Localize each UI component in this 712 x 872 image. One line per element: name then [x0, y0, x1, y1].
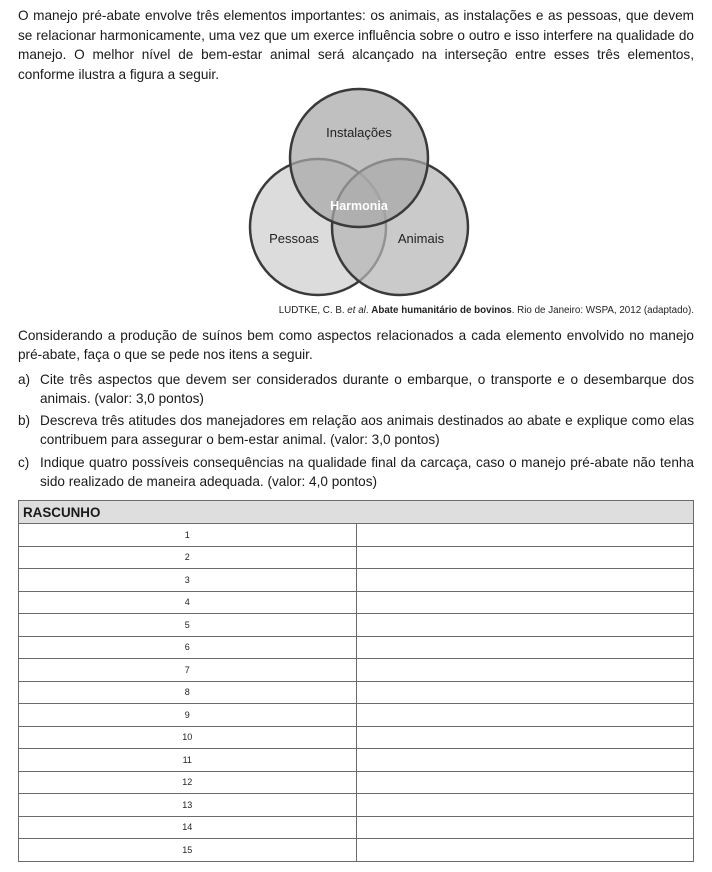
venn-diagram — [246, 86, 472, 298]
label-harmonia: Harmonia — [330, 199, 388, 213]
line-number: 3 — [19, 569, 357, 592]
intro-paragraph: O manejo pré-abate envolve três elementos importantes: os animais, as instalações e as pessoas, que devem se relacionar harmonicamente, uma vez que um exerce influência sobre o outro e isso interfere na qualidade do manejo. O melhor nível de bem-estar animal será alcançado na interseção entre esses três elementos, conforme ilustra a figura a seguir. — [18, 8, 694, 82]
rascunho-line — [19, 569, 694, 592]
rascunho-line — [19, 681, 694, 704]
item-text: Descreva três atitudes dos manejadores em relação aos animais destinados ao abate e explique como elas contribuem para assegurar o bem-estar animal. (valor: 3,0 pontos) — [40, 413, 694, 447]
rascunho-line — [19, 524, 694, 547]
line-number: 13 — [19, 794, 357, 817]
line-number: 7 — [19, 659, 357, 682]
item-a — [18, 371, 694, 408]
line-number: 8 — [19, 681, 357, 704]
line-number: 4 — [19, 591, 357, 614]
writing-space[interactable] — [356, 726, 694, 749]
figure-source: LUDTKE, C. B. et al. Abate humanitário de bovinos. Rio de Janeiro: WSPA, 2012 (adaptado). — [278, 305, 694, 316]
line-number: 6 — [19, 636, 357, 659]
item-letter: b) — [18, 413, 31, 428]
writing-space[interactable] — [356, 546, 694, 569]
item-text: Indique quatro possíveis consequências na qualidade final da carcaça, caso o manejo pré-abate não tenha sido realizado de maneira adequada. (valor: 4,0 pontos) — [40, 455, 694, 489]
rascunho-line — [19, 794, 694, 817]
writing-space[interactable] — [356, 636, 694, 659]
writing-space[interactable] — [356, 839, 694, 862]
rascunho-line — [19, 749, 694, 772]
writing-space[interactable] — [356, 704, 694, 727]
writing-space[interactable] — [356, 681, 694, 704]
writing-space[interactable] — [356, 659, 694, 682]
item-c — [18, 454, 694, 491]
line-number: 11 — [19, 749, 357, 772]
line-number: 1 — [19, 524, 357, 547]
question-prompt: Considerando a produção de suínos bem como aspectos relacionados a cada elemento envolvido no manejo pré-abate, faça o que se pede nos itens a seguir. — [18, 328, 694, 362]
rascunho-line — [19, 546, 694, 569]
item-letter: a) — [18, 372, 31, 387]
rascunho-line — [19, 771, 694, 794]
line-number: 9 — [19, 704, 357, 727]
rascunho-line — [19, 636, 694, 659]
line-number: 2 — [19, 546, 357, 569]
writing-space[interactable] — [356, 816, 694, 839]
writing-space[interactable] — [356, 794, 694, 817]
line-number: 15 — [19, 839, 357, 862]
rascunho-line — [19, 591, 694, 614]
line-number: 10 — [19, 726, 357, 749]
rascunho-table — [18, 500, 694, 862]
item-letter: c) — [18, 455, 30, 470]
writing-space[interactable] — [356, 524, 694, 547]
rascunho-line — [19, 704, 694, 727]
line-number: 12 — [19, 771, 357, 794]
rascunho-line — [19, 839, 694, 862]
writing-space[interactable] — [356, 569, 694, 592]
writing-space[interactable] — [356, 749, 694, 772]
writing-space[interactable] — [356, 591, 694, 614]
rascunho-line — [19, 614, 694, 637]
writing-space[interactable] — [356, 614, 694, 637]
line-number: 5 — [19, 614, 357, 637]
writing-space[interactable] — [356, 771, 694, 794]
item-b — [18, 412, 694, 449]
rascunho-line — [19, 816, 694, 839]
item-text: Cite três aspectos que devem ser considerados durante o embarque, o transporte e o desembarque dos animais. (valor: 3,0 pontos) — [40, 372, 694, 406]
label-instalacoes: Instalações — [326, 125, 392, 140]
rascunho-title: RASCUNHO — [19, 501, 694, 524]
rascunho-line — [19, 659, 694, 682]
label-pessoas: Pessoas — [269, 231, 319, 246]
label-animais: Animais — [397, 231, 445, 246]
rascunho-line — [19, 726, 694, 749]
line-number: 14 — [19, 816, 357, 839]
